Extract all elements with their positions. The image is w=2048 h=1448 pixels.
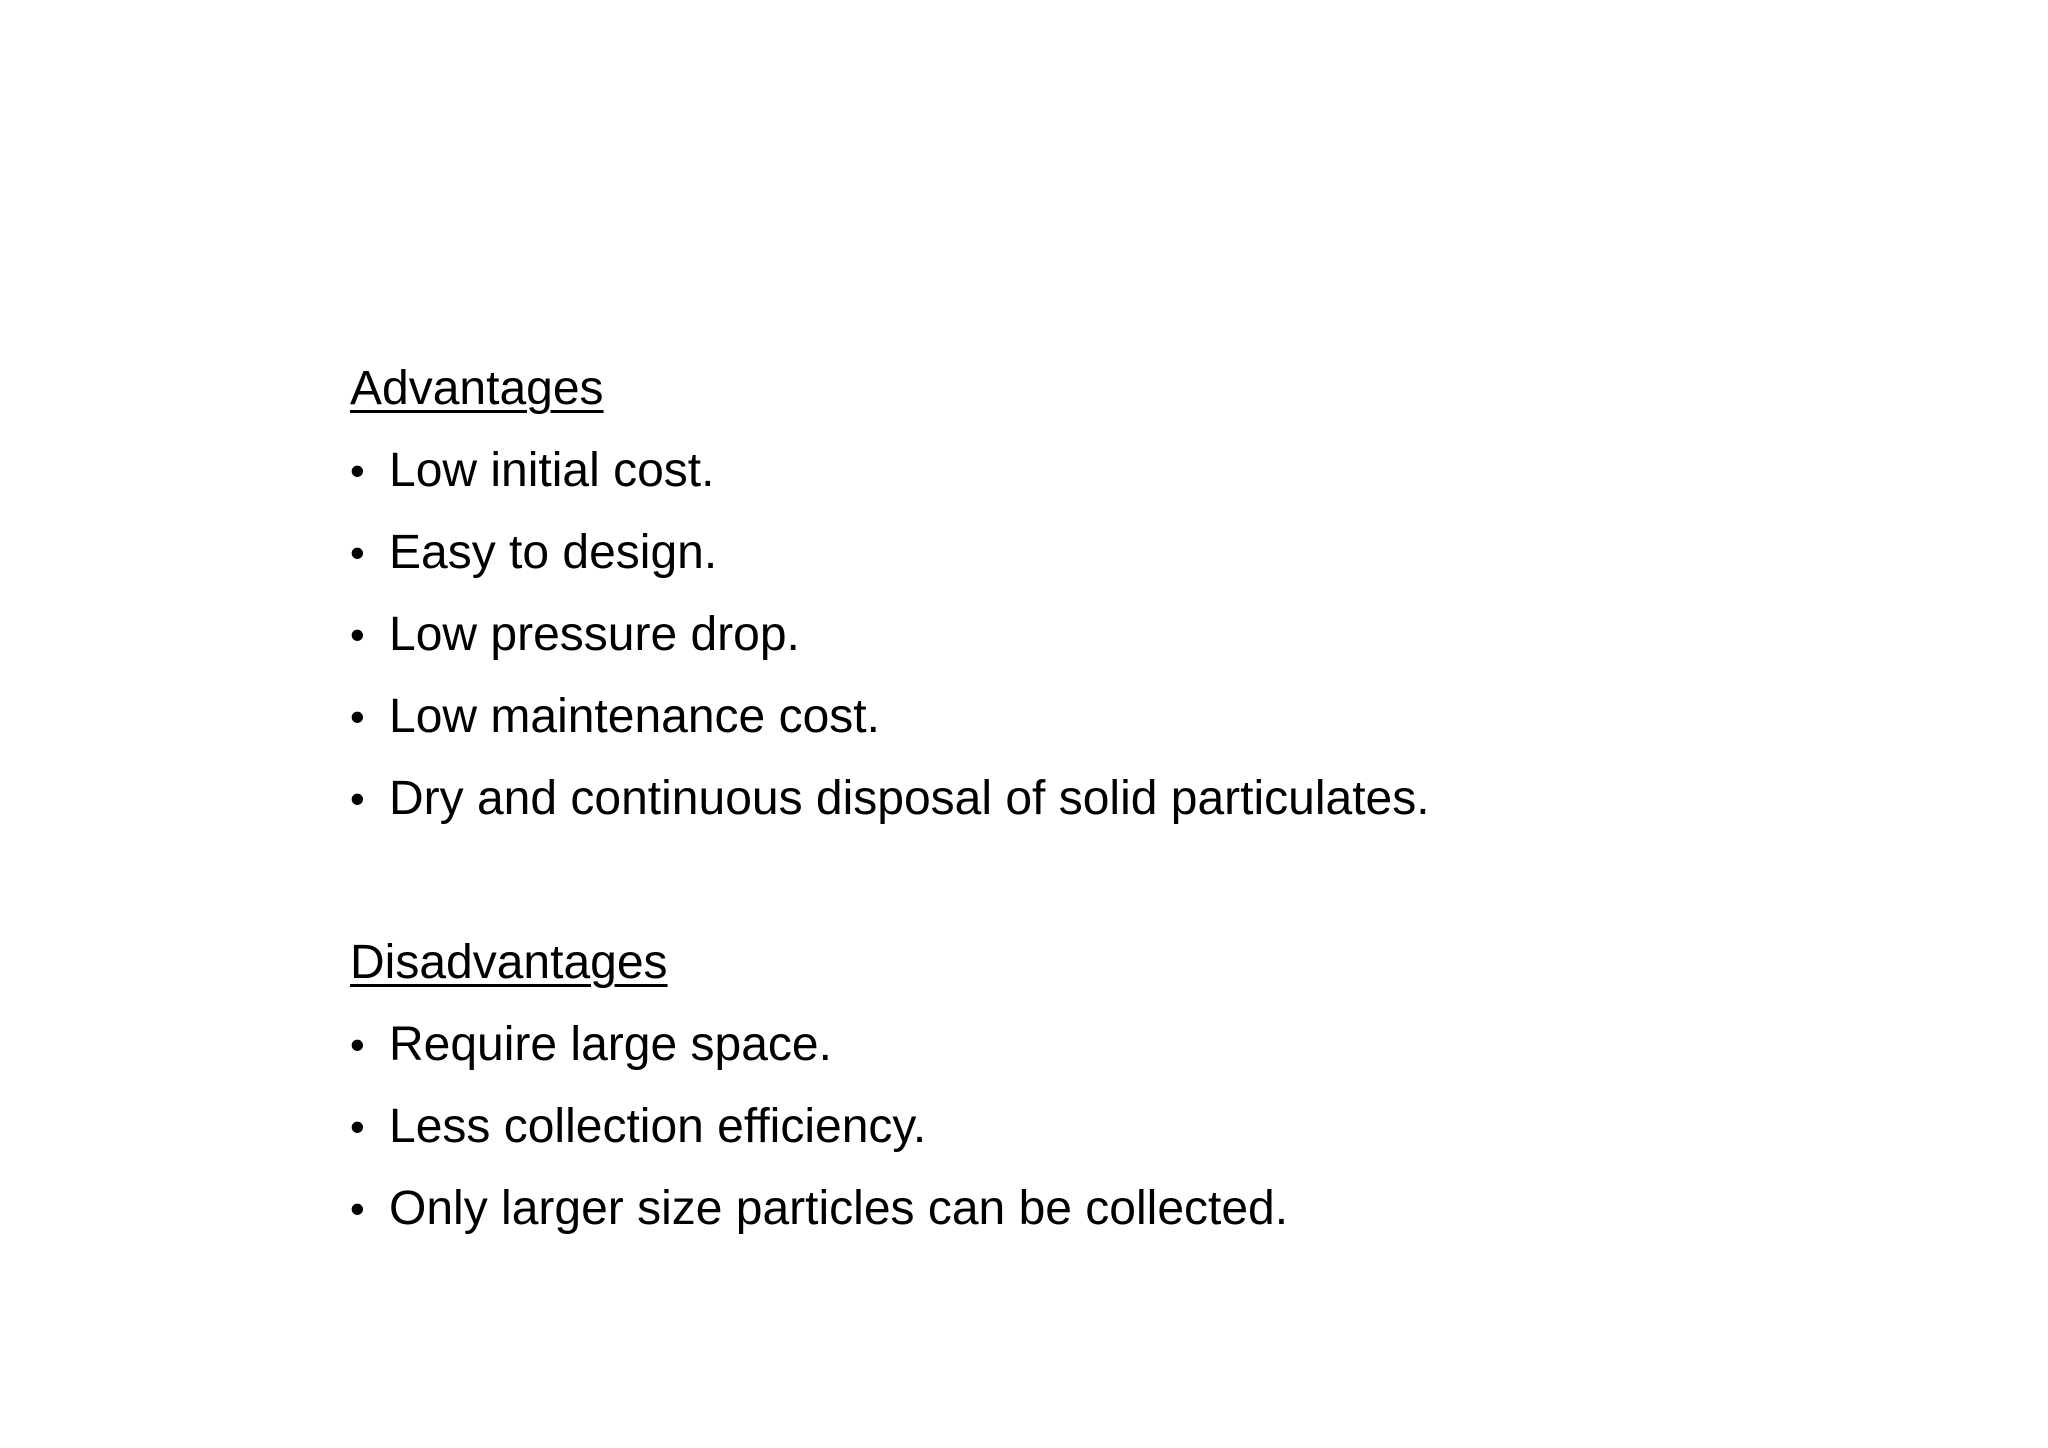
disadvantages-item-text: Less collection efficiency. [389,1100,927,1153]
disadvantages-item [350,1086,1850,1168]
bullet-icon: • [350,693,365,740]
disadvantages-item [350,1004,1850,1086]
advantages-item-text: Easy to design. [389,526,718,579]
bullet-icon: • [350,529,365,576]
bullet-icon: • [350,1103,365,1150]
disadvantages-item-text: Require large space. [389,1018,832,1071]
bullet-icon: • [350,611,365,658]
disadvantages-item-text: Only larger size particles can be collected. [389,1182,1289,1235]
advantages-list [350,430,1850,840]
slide-content [350,348,1850,1250]
advantages-item [350,430,1850,512]
advantages-item [350,594,1850,676]
advantages-item [350,676,1850,758]
advantages-item-text: Low maintenance cost. [389,690,880,743]
disadvantages-list [350,1004,1850,1250]
advantages-item [350,512,1850,594]
bullet-icon: • [350,1021,365,1068]
bullet-icon: • [350,447,365,494]
section-spacer [350,840,1850,922]
bullet-icon: • [350,1185,365,1232]
disadvantages-heading: Disadvantages [350,936,668,989]
advantages-item-text: Low initial cost. [389,444,715,497]
advantages-heading: Advantages [350,362,604,415]
bullet-icon: • [350,775,365,822]
advantages-item-text: Low pressure drop. [389,608,800,661]
advantages-item-text: Dry and continuous disposal of solid particulates. [389,772,1430,825]
advantages-item [350,758,1850,840]
disadvantages-item [350,1168,1850,1250]
